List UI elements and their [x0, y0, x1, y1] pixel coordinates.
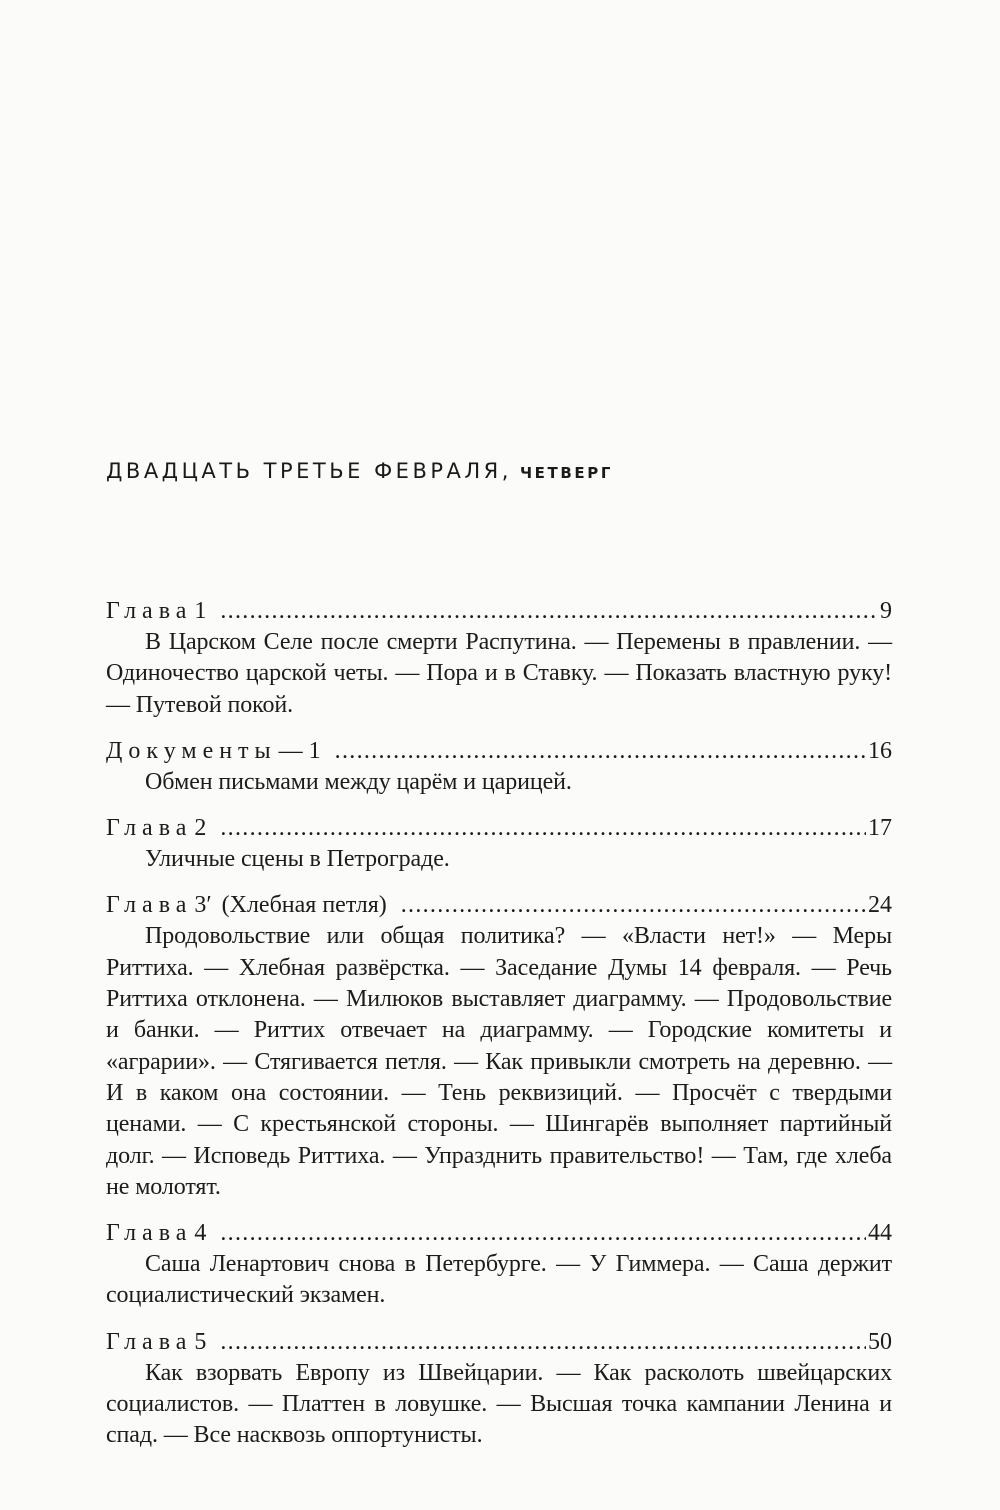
entry-description: Обмен письмами между царём и царицей. [145, 768, 572, 795]
entry-label: Глава [106, 1220, 193, 1247]
entry-page-number: 44 [868, 1220, 892, 1247]
entry-heading [106, 813, 892, 844]
entry-number: 5 [194, 1328, 207, 1355]
entry-number: 4 [194, 1220, 207, 1247]
dot-leader [401, 890, 866, 921]
entry-heading [106, 890, 892, 921]
entry-page-number: 24 [868, 892, 892, 919]
table-of-contents [106, 596, 892, 1467]
entry-label: Глава [106, 1328, 193, 1355]
toc-entry [106, 1218, 892, 1312]
entry-description: Уличные сцены в Петрограде. [145, 846, 450, 873]
entry-label: Глава [106, 892, 193, 919]
entry-heading [106, 1327, 892, 1358]
entry-page-number: 50 [868, 1328, 892, 1355]
section-day: ЧЕТВЕРГ [519, 464, 613, 482]
entry-number: 1 [194, 598, 207, 624]
entry-label: Документы [106, 737, 277, 764]
toc-entry [106, 890, 892, 1203]
entry-page-number: 17 [868, 815, 892, 842]
entry-description: Саша Ленартович снова в Петербурге. — У Гиммера. — Саша держит социалистический экзамен. [106, 1251, 892, 1309]
entry-description: Продовольствие или общая политика? — «Власти нет!» — Меры Риттиха. — Хлебная развёрстка. — Заседание Думы 14 февраля. — Речь Риттиха отклонена. — Милюков выставляет диаграмму. — Продовольствие и банки. — Риттих отвечает на диаграмму. — Городские комитеты и «аграрии». — Стягивается петля. — Как привыкли смотреть на деревню. — И в каком она состоянии. — Тень реквизиций. — Просчёт с твердыми ценами. — С крестьянской стороны. — Шингарёв выполняет партийный долг. — Исповедь Риттиха. — Упразднить правительство! — Там, где хлеба не молотят. [106, 923, 892, 1200]
section-header [106, 459, 613, 483]
toc-entry [106, 1327, 892, 1452]
entry-subtitle: (Хлебная петля) [221, 892, 387, 919]
dot-leader [220, 813, 866, 844]
section-title: ДВАДЦАТЬ ТРЕТЬЕ ФЕВРАЛЯ, [106, 459, 512, 483]
entry-heading [106, 596, 892, 627]
entry-description: Как взорвать Европу из Швейцарии. — Как расколоть швейцарских социалистов. — Платтен в ловушке. — Высшая точка кампании Ленина и спад. — Все насквозь оппортунисты. [106, 1359, 892, 1449]
dot-leader [220, 596, 878, 627]
entry-page-number: 16 [868, 737, 892, 764]
entry-number: 2 [194, 815, 207, 842]
entry-number: — 1 [278, 737, 321, 764]
entry-description: В Царском Селе после смерти Распутина. — Перемены в правлении. — Одиночество царской четы. — Пора и в Ставку. — Показать властную руку! — Путевой покой. [106, 629, 892, 718]
dot-leader [335, 736, 866, 767]
entry-heading [106, 736, 892, 767]
entry-label: Глава [106, 598, 193, 624]
entry-label: Глава [106, 815, 193, 842]
dot-leader [220, 1327, 866, 1358]
entry-heading [106, 1218, 892, 1249]
entry-page-number: 9 [880, 598, 892, 624]
toc-entry [106, 813, 892, 875]
toc-entry [106, 736, 892, 798]
dot-leader [220, 1218, 866, 1249]
entry-number: 3′ [194, 892, 212, 919]
toc-entry [106, 596, 892, 721]
